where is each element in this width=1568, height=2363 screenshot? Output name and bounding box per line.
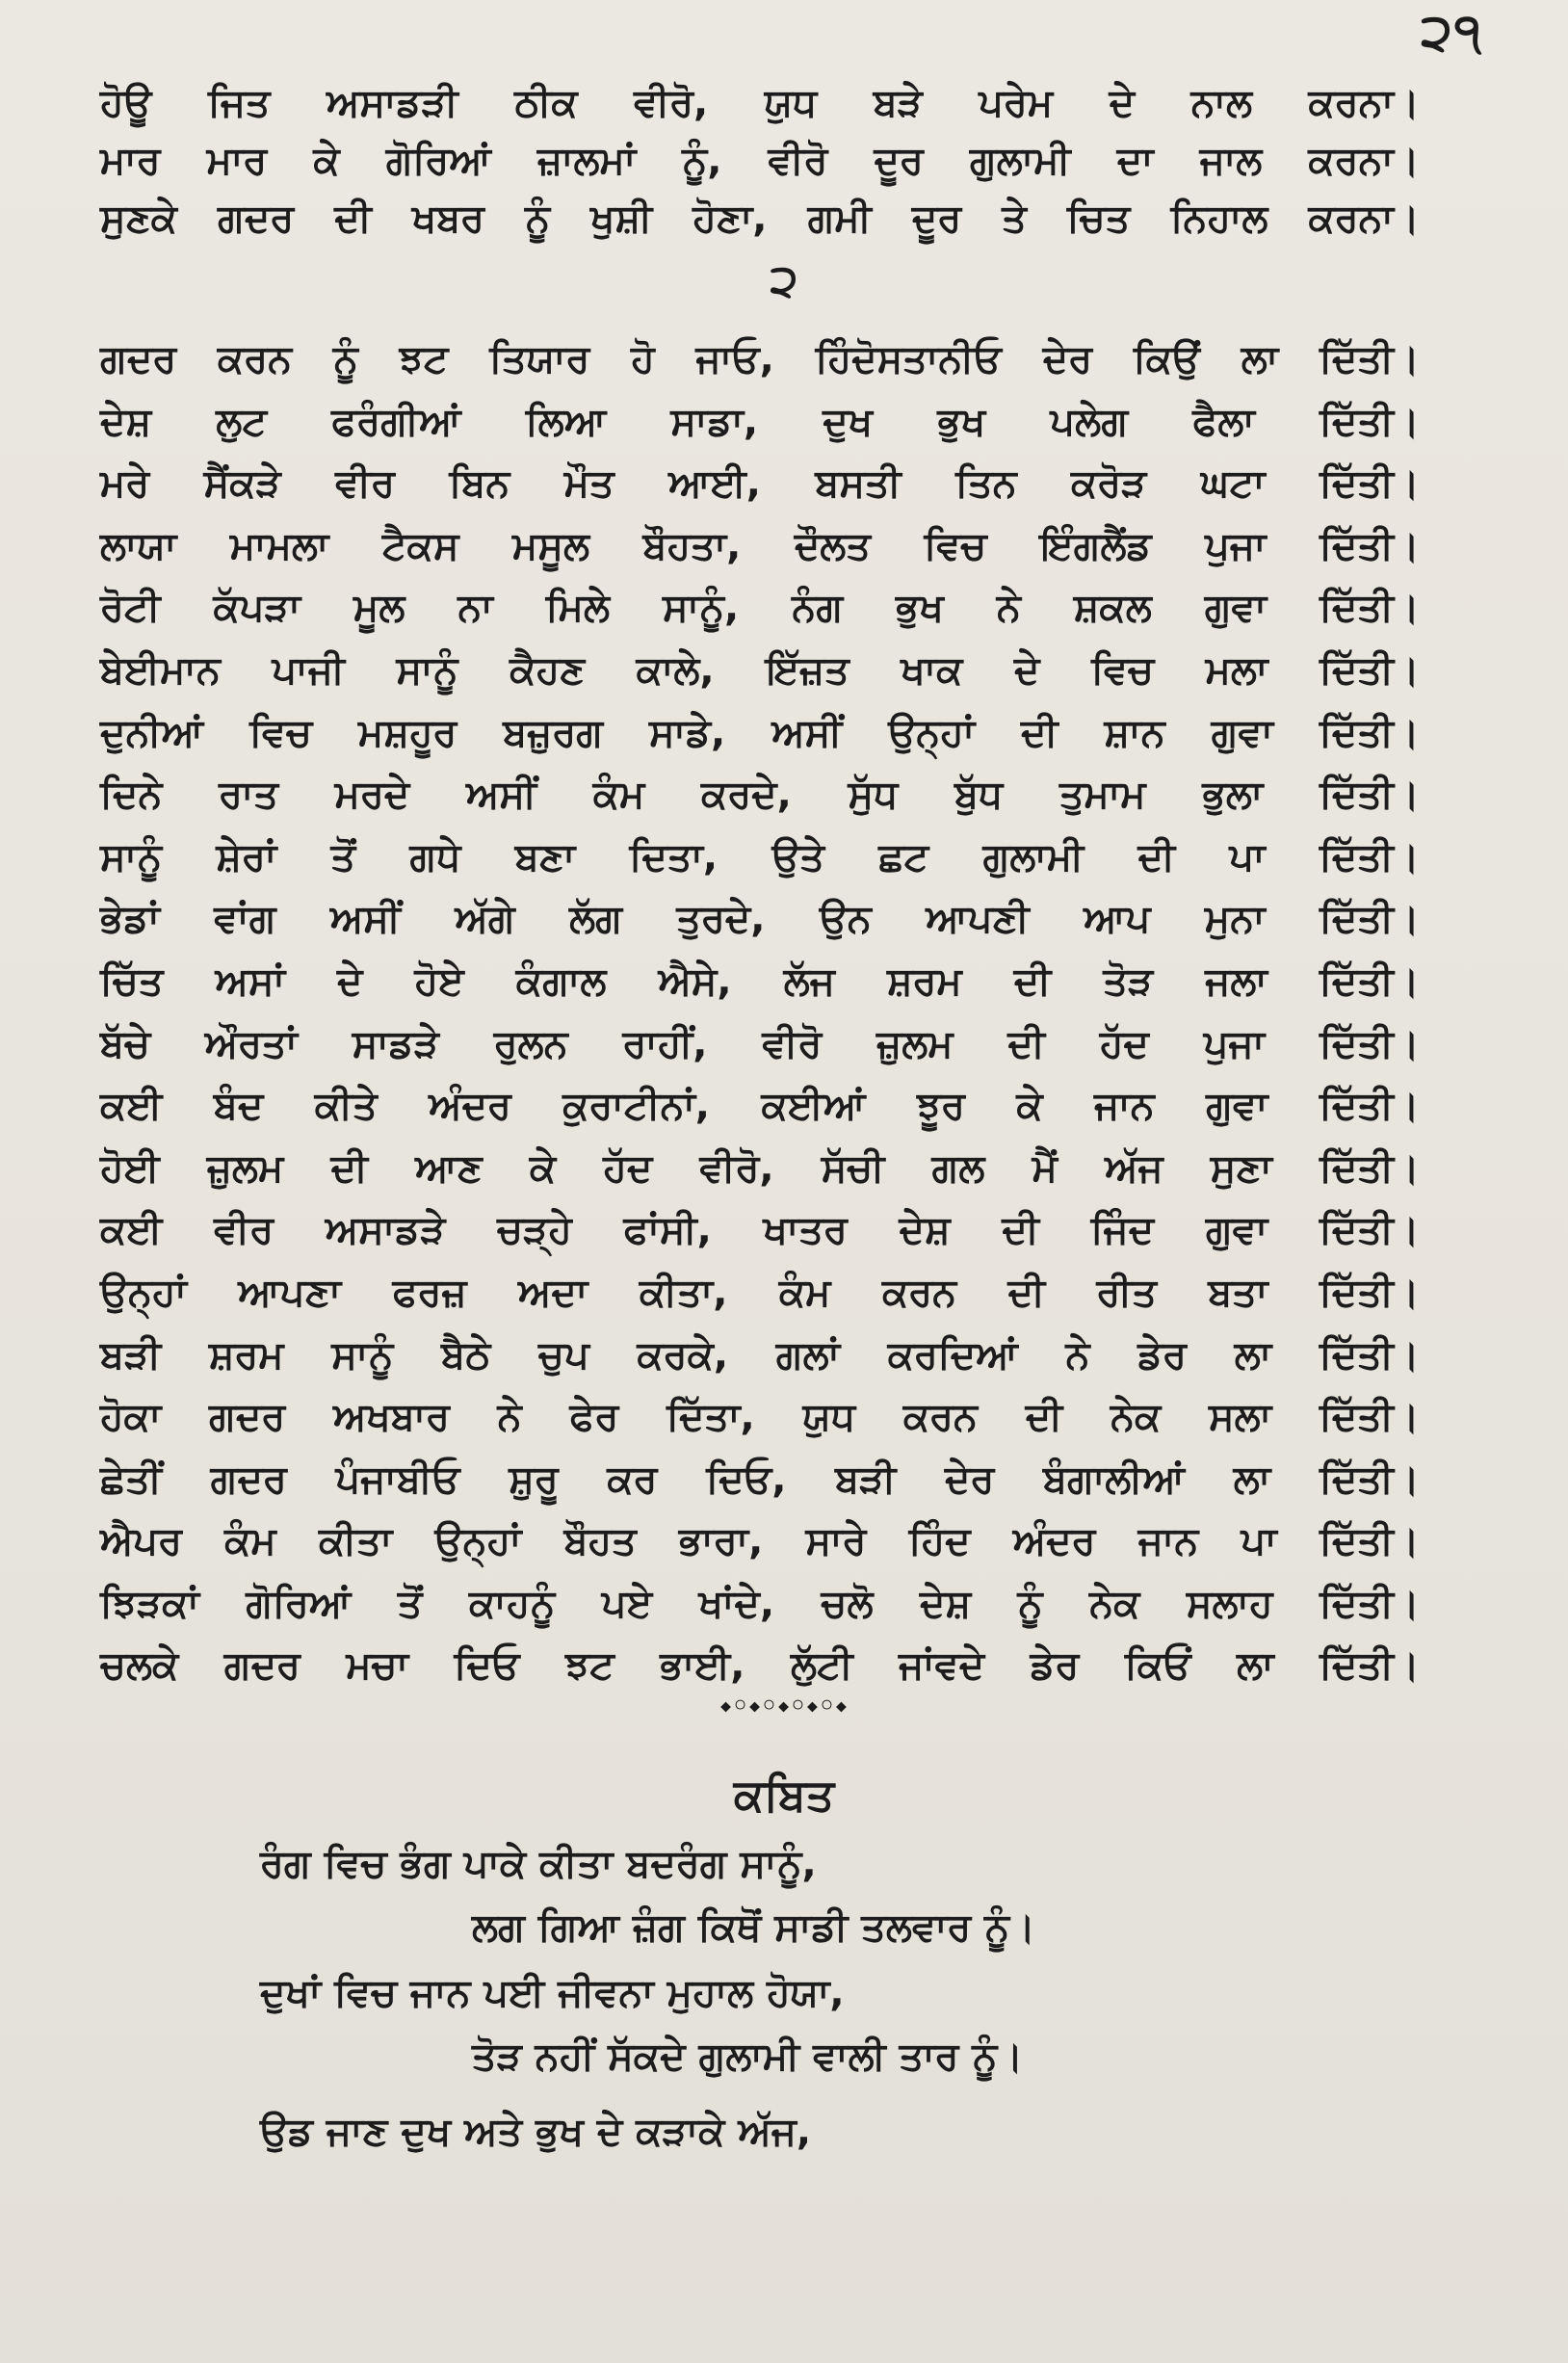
verse-line: ਹੋਕਾ ਗਦਰ ਅਖਬਾਰ ਨੇ ਫੇਰ ਦਿੱਤਾ, ਯੁਧ ਕਰਨ ਦੀ ਨੇਕ ਸਲਾ ਦਿੱਤੀ। <box>100 1395 1420 1440</box>
kabit-line: ਲਗ ਗਿਆ ਜ਼ੰਗ ਕਿਥੋਂ ਸਾਡੀ ਤਲਵਾਰ ਨੂੰ। <box>472 1905 1036 1950</box>
verse-line: ਬੇਈਮਾਨ ਪਾਜੀ ਸਾਨੂੰ ਕੈਹਣ ਕਾਲੇ, ਇੱਜ਼ਤ ਖਾਕ ਦੇ ਵਿਚ ਮਲਾ ਦਿੱਤੀ। <box>100 647 1420 693</box>
verse-line: ਕਈ ਬੰਦ ਕੀਤੇ ਅੰਦਰ ਕੁਰਾਟੀਨਾਂ, ਕਈਆਂ ਝੂਰ ਕੇ ਜਾਨ ਗੁਵਾ ਦਿੱਤੀ। <box>100 1084 1420 1129</box>
verse-line: ਲਾਯਾ ਮਾਮਲਾ ਟੈਕਸ ਮਸੂਲ ਬੌਹਤਾ, ਦੌਲਤ ਵਿਚ ਇੰਗਲੈਂਡ ਪੁਜਾ ਦਿੱਤੀ। <box>100 523 1420 568</box>
verse-line: ਚਲਕੇ ਗਦਰ ਮਚਾ ਦਿਓ ਝਟ ਭਾਈ, ਲੁੱਟੀ ਜਾਂਵਦੇ ਡੇਰ ਕਿਓਂ ਲਾ ਦਿੱਤੀ। <box>100 1643 1420 1689</box>
verse-line: ਦੁਨੀਆਂ ਵਿਚ ਮਸ਼ਹੂਰ ਬਜ਼ੁਰਗ ਸਾਡੇ, ਅਸੀਂ ਉਨ੍ਹਾਂ ਦੀ ਸ਼ਾਨ ਗੁਵਾ ਦਿੱਤੀ। <box>100 710 1420 755</box>
kabit-line: ਰੰਗ ਵਿਚ ਭੰਗ ਪਾਕੇ ਕੀਤਾ ਬਦਰੰਗ ਸਾਨੂੰ, <box>260 1842 817 1886</box>
verse-line: ਬੜੀ ਸ਼ਰਮ ਸਾਨੂੰ ਬੈਠੇ ਚੁਪ ਕਰਕੇ, ਗਲਾਂ ਕਰਦਿਆਂ ਨੇ ਡੇਰ ਲਾ ਦਿੱਤੀ। <box>100 1332 1420 1378</box>
verse-line: ਸਾਨੂੰ ਸ਼ੇਰਾਂ ਤੋਂ ਗਧੇ ਬਣਾ ਦਿਤਾ, ਉਤੇ ਛਟ ਗੁਲਾਮੀ ਦੀ ਪਾ ਦਿੱਤੀ। <box>100 834 1420 880</box>
page-number: ੨੧ <box>1421 4 1483 62</box>
verse-line: ਗਦਰ ਕਰਨ ਨੂੰ ਝਟ ਤਿਯਾਰ ਹੋ ਜਾਓ, ਹਿੰਦੋਸਤਾਨੀਓ ਦੇਰ ਕਿਉਂ ਲਾ ਦਿੱਤੀ। <box>100 337 1420 381</box>
section-number: ੨ <box>770 254 798 306</box>
section-heading: ਕਬਿਤ <box>733 1769 835 1821</box>
verse-line: ਚਿੱਤ ਅਸਾਂ ਦੇ ਹੋਏ ਕੰਗਾਲ ਐਸੇ, ਲੱਜ ਸ਼ਰਮ ਦੀ ਤੋੜ ਜਲਾ ਦਿੱਤੀ। <box>100 958 1420 1004</box>
verse-line: ਮਾਰ ਮਾਰ ਕੇ ਗੋਰਿਆਂ ਜ਼ਾਲਮਾਂ ਨੂੰ, ਵੀਰੋ ਦੂਰ ਗੁਲਾਮੀ ਦਾ ਜਾਲ ਕਰਨਾ। <box>100 139 1420 183</box>
verse-line: ਸੁਣਕੇ ਗਦਰ ਦੀ ਖਬਰ ਨੂੰ ਖੁਸ਼ੀ ਹੋਣਾ, ਗਮੀ ਦੂਰ ਤੇ ਚਿਤ ਨਿਹਾਲ ਕਰਨਾ। <box>100 197 1420 241</box>
intro-verse <box>100 75 1420 249</box>
kabit-line: ਦੁਖਾਂ ਵਿਚ ਜਾਨ ਪਈ ਜੀਵਨਾ ਮੁਹਾਲ ਹੋਯਾ, <box>260 1971 845 2015</box>
verse-line: ਦੇਸ਼ ਲੁਟ ਫਰੰਗੀਆਂ ਲਿਆ ਸਾਡਾ, ਦੁਖ ਭੁਖ ਪਲੇਗ ਫੈਲਾ ਦਿੱਤੀ। <box>100 399 1420 444</box>
verse-line: ਛੇਤੀਂ ਗਦਰ ਪੰਜਾਬੀਓ ਸ਼ੁਰੂ ਕਰ ਦਿਓ, ਬੜੀ ਦੇਰ ਬੰਗਾਲੀਆਂ ਲਾ ਦਿੱਤੀ। <box>100 1457 1420 1502</box>
verse-line: ਭੇਡਾਂ ਵਾਂਗ ਅਸੀਂ ਅੱਗੇ ਲੱਗ ਤੁਰਦੇ, ਉਨ ਆਪਣੀ ਆਪ ਮੁਨਾ ਦਿੱਤੀ। <box>100 897 1420 942</box>
verse-line: ਕਈ ਵੀਰ ਅਸਾਡੜੇ ਚੜ੍ਹੇ ਫਾਂਸੀ, ਖਾਤਰ ਦੇਸ਼ ਦੀ ਜਿੰਦ ਗੁਵਾ ਦਿੱਤੀ। <box>100 1208 1420 1253</box>
verse-line: ਐਪਰ ਕੰਮ ਕੀਤਾ ਉਨ੍ਹਾਂ ਬੌਹਤ ਭਾਰਾ, ਸਾਰੇ ਹਿੰਦ ਅੰਦਰ ਜਾਨ ਪਾ ਦਿੱਤੀ। <box>100 1519 1420 1564</box>
verse-line: ਮਰੇ ਸੈਂਕੜੇ ਵੀਰ ਬਿਨ ਮੌਤ ਆਈ, ਬਸਤੀ ਤਿਨ ਕਰੋੜ ਘਟਾ ਦਿੱਤੀ। <box>100 461 1420 507</box>
ornamental-divider: ⬩◦⬩◦⬩◦⬩◦⬩ <box>720 1690 848 1721</box>
verse-line: ਉਨ੍ਹਾਂ ਆਪਣਾ ਫਰਜ਼ ਅਦਾ ਕੀਤਾ, ਕੰਮ ਕਰਨ ਦੀ ਰੀਤ ਬਤਾ ਦਿੱਤੀ। <box>100 1270 1420 1315</box>
kabit-line: ਉਡ ਜਾਣ ਦੁਖ ਅਤੇ ਭੁਖ ਦੇ ਕੜਾਕੇ ਅੱਜ, <box>260 2110 812 2154</box>
verse-line: ਰੋਟੀ ਕੱਪੜਾ ਮੂਲ ਨਾ ਮਿਲੇ ਸਾਨੂੰ, ਨੰਗ ਭੁਖ ਨੇ ਸ਼ਕਲ ਗੁਵਾ ਦਿੱਤੀ। <box>100 586 1420 631</box>
verse-line: ਬੱਚੇ ਔਰਤਾਂ ਸਾਡੜੇ ਰੁਲਨ ਰਾਹੀਂ, ਵੀਰੋ ਜ਼ੁਲਮ ਦੀ ਹੱਦ ਪੁਜਾ ਦਿੱਤੀ। <box>100 1021 1420 1066</box>
verse-line: ਹੋਊ ਜਿਤ ਅਸਾਡੜੀ ਠੀਕ ਵੀਰੋ, ਯੁਧ ਬੜੇ ਪਰੇਮ ਦੇ ਨਾਲ ਕਰਨਾ। <box>100 81 1420 125</box>
verse-line: ਝਿੜਕਾਂ ਗੋਰਿਆਂ ਤੋਂ ਕਾਹਨੂੰ ਪਏ ਖਾਂਦੇ, ਚਲੋ ਦੇਸ਼ ਨੂੰ ਨੇਕ ਸਲਾਹ ਦਿੱਤੀ। <box>100 1581 1420 1626</box>
verse-line: ਦਿਨੇ ਰਾਤ ਮਰਦੇ ਅਸੀਂ ਕੰਮ ਕਰਦੇ, ਸੁੱਧ ਬੁੱਧ ਤੁਮਾਮ ਭੁਲਾ ਦਿੱਤੀ। <box>100 773 1420 818</box>
verse-line: ਹੋਈ ਜ਼ੁਲਮ ਦੀ ਆਣ ਕੇ ਹੱਦ ਵੀਰੋ, ਸੱਚੀ ਗਲ ਮੈਂ ਅੱਜ ਸੁਣਾ ਦਿੱਤੀ। <box>100 1145 1420 1191</box>
kabit-line: ਤੋੜ ਨਹੀਂ ਸੱਕਦੇ ਗੁਲਾਮੀ ਵਾਲੀ ਤਾਰ ਨੂੰ। <box>472 2035 1024 2079</box>
stanza-2 <box>100 331 1420 1700</box>
